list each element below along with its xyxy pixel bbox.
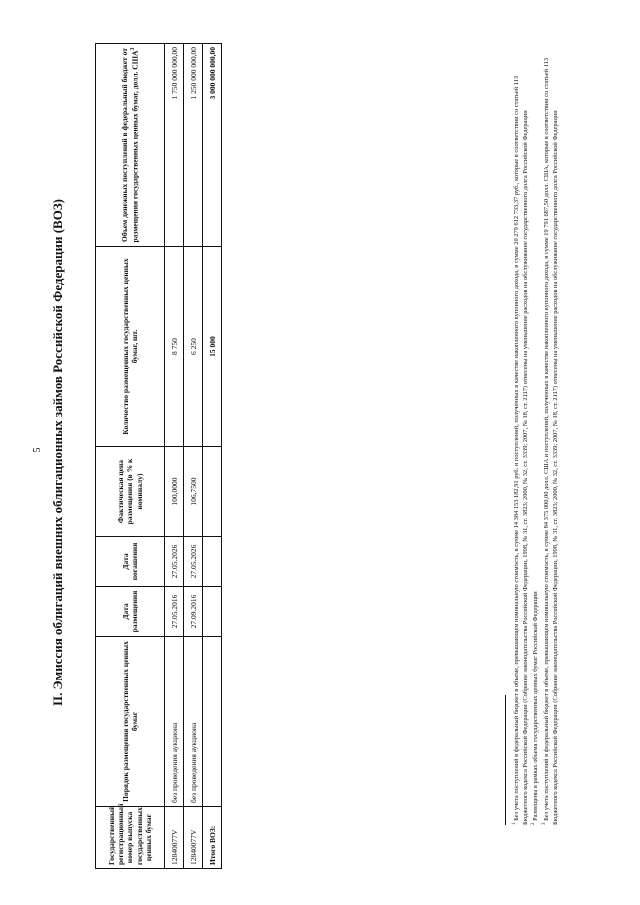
- volume-cell: 1 250 000 000,00: [184, 44, 203, 247]
- table-row: [184, 44, 203, 869]
- bond-issuance-table: [95, 43, 222, 869]
- total-volume-cell: 3 000 000 000,00: [203, 44, 222, 247]
- empty-cell: [203, 587, 222, 637]
- table-row: [165, 44, 184, 869]
- footnote-number: 1: [512, 822, 517, 825]
- footnote-text: Без учета поступлений в федеральный бюджет в объеме, превышающем номинальную стоимость, в сумме 14 384 153 182,91 руб. и поступлений, полученных в качестве накопленного купонного дохода, в сумме 20 279 612 733,37 руб., которые в соответствии со статьей 113 Бюджетного кодекса Российской Федерации (Собрание законодательства Российской Федерации, 1998, № 31, ст. 3823; 2000, № 32, ст. 3339; 2007, № 18, ст. 2117) отнесены на уменьшение расходов на обслуживание государственного долга Российской Федерации: [513, 75, 529, 825]
- maturity-date-cell: 27.05.2026: [165, 537, 184, 587]
- footnote-number: 3: [542, 822, 548, 825]
- footnote-divider: [505, 695, 506, 825]
- table-header-row: [96, 44, 165, 869]
- placement-date-cell: 27.05.2016: [165, 587, 184, 637]
- header-volume: [96, 44, 165, 247]
- footnotes: [512, 55, 562, 825]
- placement-date-cell: 27.09.2016: [184, 587, 203, 637]
- total-quantity-cell: 15 000: [203, 247, 222, 447]
- footnote-number: 2: [531, 822, 537, 825]
- header-placement-date: Дата размещения: [96, 587, 165, 637]
- empty-cell: [203, 447, 222, 537]
- empty-cell: [203, 537, 222, 587]
- header-quantity: Количество размещенных государственных ценных бумаг, шт.: [96, 247, 165, 447]
- maturity-date-cell: 27.05.2026: [184, 537, 203, 587]
- page-number: 5: [32, 447, 43, 453]
- header-footnote-mark: 3: [129, 47, 137, 51]
- header-maturity-date: Дата погашения: [96, 537, 165, 587]
- footnote-text: Размещены в рамках объема государственных ценных бумаг Российской Федерации: [532, 591, 540, 821]
- header-reg-number: Государственный регистрационный номер выпуска государственных ценных бумаг: [96, 807, 165, 869]
- header-volume-text: Объем денежных поступлений в федеральный бюджет от размещения государственных ценных бумаг, долл. США: [119, 48, 140, 243]
- header-placement-order: Порядок размещения государственных ценных бумаг: [96, 637, 165, 807]
- placement-order-cell: без проведения аукциона: [184, 637, 203, 807]
- volume-cell: 1 750 000 000,00: [165, 44, 184, 247]
- footnote: [531, 55, 541, 825]
- price-cell: 100,0000: [165, 447, 184, 537]
- reg-number-cell: 12840077V: [165, 807, 184, 869]
- section-title: II. Эмиссия облигаций внешних облигационных займов Российской Федерации (ВОЗ): [50, 198, 65, 707]
- quantity-cell: 8 750: [165, 247, 184, 447]
- empty-cell: [203, 637, 222, 807]
- header-actual-price: Фактическая цена размещения (в % к номиналу): [96, 447, 165, 537]
- placement-order-cell: без проведения аукциона: [165, 637, 184, 807]
- total-label-cell: Итого ВОЗ:: [203, 807, 222, 869]
- price-cell: 106,7500: [184, 447, 203, 537]
- footnote-text: Без учета поступлений в федеральный бюджет в объеме, превышающем номинальную стоимость, в сумме 84 375 000,00 долл. США и поступлений, полученных в качестве накопленного купонного дохода, в сумме 19 791 687,50 долл. США, которые в соответствии со статьей 113 Бюджетного кодекса Российской Федерации (Собрание законодательства Российской Федерации, 1998, № 31, ст. 3823; 2000, № 32, ст. 3339; 2007, № 18, ст. 2117) отнесены на уменьшение расходов на обслуживание государственного долга Российской Федерации: [543, 57, 559, 825]
- footnote: [512, 55, 530, 825]
- reg-number-cell: 12840077V: [184, 807, 203, 869]
- total-row: [203, 44, 222, 869]
- quantity-cell: 6 250: [184, 247, 203, 447]
- footnote: [542, 55, 560, 825]
